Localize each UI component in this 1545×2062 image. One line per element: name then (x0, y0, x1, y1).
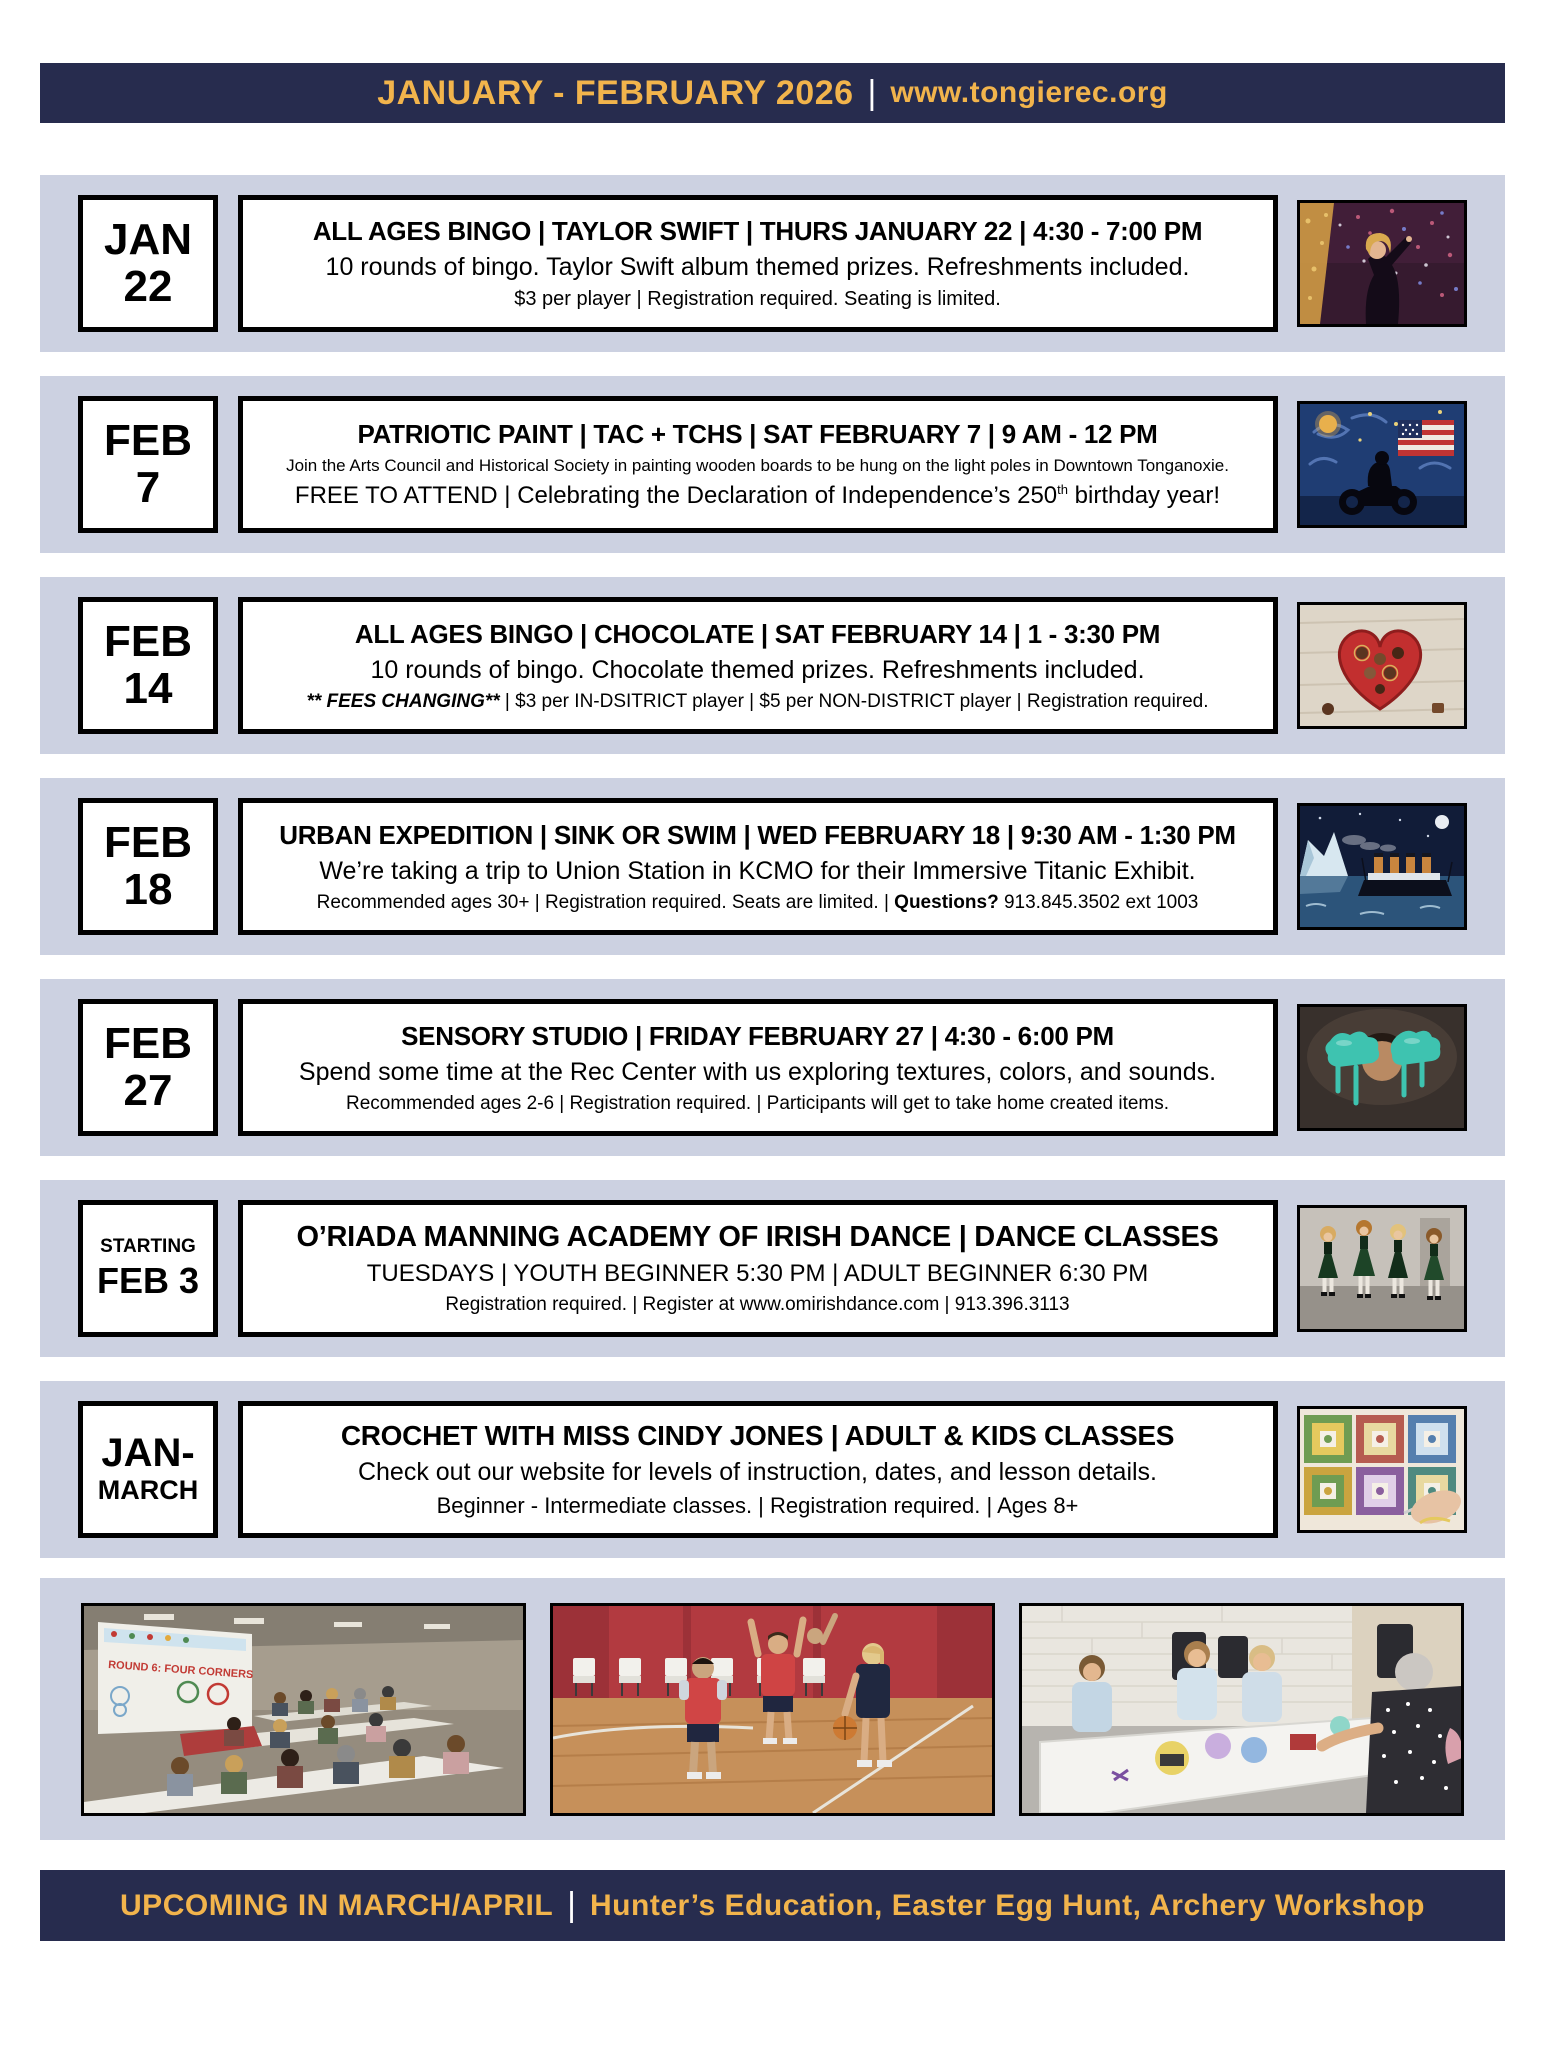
event-row-starting-feb-3 (40, 1180, 1505, 1357)
event-details (238, 798, 1278, 935)
date-day: FEB 3 (96, 1259, 200, 1301)
date-box (78, 1200, 218, 1337)
event-title: URBAN EXPEDITION | SINK OR SWIM | WED FEBRUARY 18 | 9:30 AM - 1:30 PM (279, 819, 1236, 850)
event-meta: Beginner - Intermediate classes. | Registration required. | Ages 8+ (436, 1493, 1079, 1518)
photo-sensory-slime-hands (1297, 1004, 1467, 1131)
event-row-jan-march (40, 1381, 1505, 1558)
event-title: SENSORY STUDIO | FRIDAY FEBRUARY 27 | 4:30 - 6:00 PM (401, 1020, 1114, 1051)
date-day: 22 (123, 261, 173, 311)
event-description: TUESDAYS | YOUTH BEGINNER 5:30 PM | ADULT BEGINNER 6:30 PM (366, 1260, 1149, 1287)
event-row-feb-7 (40, 376, 1505, 553)
event-row-jan-22 (40, 175, 1505, 352)
event-description: Spend some time at the Rec Center with us exploring textures, colors, and sounds. (298, 1057, 1217, 1086)
event-details (238, 195, 1278, 332)
date-box (78, 597, 218, 734)
date-starting-label: STARTING (100, 1235, 196, 1257)
photo-crochet-granny-squares (1297, 1406, 1467, 1533)
date-day: 27 (123, 1065, 173, 1115)
photo-gallery-band (40, 1578, 1505, 1840)
event-meta: Recommended ages 2-6 | Registration required. | Participants will get to take home created items. (345, 1092, 1170, 1114)
photo-patriotic-motorcycle-painting (1297, 401, 1467, 528)
event-title: CROCHET WITH MISS CINDY JONES | ADULT & KIDS CLASSES (340, 1420, 1175, 1451)
event-meta: Recommended ages 30+ | Registration required. Seats are limited. | Questions? 913.845.3502 ext 1003 (316, 891, 1199, 913)
date-month: FEB (104, 415, 192, 465)
photo-titanic-painting (1297, 803, 1467, 930)
date-month: JAN (103, 214, 193, 264)
date-day: 7 (135, 462, 161, 512)
event-details (238, 1401, 1278, 1538)
event-description: 10 rounds of bingo. Taylor Swift album themed prizes. Refreshments included. (325, 253, 1190, 281)
upcoming-label: UPCOMING IN MARCH/APRIL (120, 1888, 554, 1922)
photo-youth-basketball (550, 1603, 995, 1816)
banner-date-range: JANUARY - FEBRUARY 2026 (377, 73, 854, 112)
event-description: 10 rounds of bingo. Chocolate themed prizes. Refreshments included. (370, 655, 1145, 684)
event-title: PATRIOTIC PAINT | TAC + TCHS | SAT FEBRUARY 7 | 9 AM - 12 PM (357, 419, 1158, 449)
banner-separator: | (567, 1886, 577, 1924)
bottom-banner (40, 1870, 1505, 1941)
photo-bingo-hall (81, 1603, 526, 1816)
event-meta: ** FEES CHANGING** | $3 per IN-DSITRICT player | $5 per NON-DISTRICT player | Registration required. (306, 690, 1209, 712)
banner-website-url: www.tongierec.org (890, 76, 1168, 109)
banner-separator: | (867, 73, 877, 112)
date-month: FEB (104, 1018, 192, 1068)
top-banner (40, 63, 1505, 123)
date-range-start: JAN- (101, 1431, 195, 1475)
event-meta: Registration required. | Register at www.omirishdance.com | 913.396.3113 (445, 1294, 1070, 1315)
date-box (78, 999, 218, 1136)
photo-crochet-class (1019, 1603, 1464, 1816)
event-row-feb-27 (40, 979, 1505, 1156)
event-description: Join the Arts Council and Historical Society in painting wooden boards to be hung on the light poles in Downtown Tonganoxie. (286, 456, 1229, 475)
event-details (238, 1200, 1278, 1337)
event-details (238, 396, 1278, 533)
event-details (238, 999, 1278, 1136)
date-day: 18 (123, 864, 173, 914)
event-details (238, 597, 1278, 734)
event-description: Check out our website for levels of instruction, dates, and lesson details. (357, 1458, 1158, 1486)
date-box (78, 396, 218, 533)
event-meta: FREE TO ATTEND | Celebrating the Declaration of Independence’s 250th birthday year! (294, 482, 1221, 509)
date-box (78, 798, 218, 935)
date-month: FEB (104, 817, 192, 867)
upcoming-events-list: Hunter’s Education, Easter Egg Hunt, Archery Workshop (590, 1888, 1425, 1922)
event-row-feb-14 (40, 577, 1505, 754)
screen-title-text: ROUND 6: FOUR CORNERS (107, 1658, 254, 1681)
date-day: 14 (123, 663, 173, 713)
event-row-feb-18 (40, 778, 1505, 955)
date-month: FEB (104, 616, 192, 666)
event-title: O’RIADA MANNING ACADEMY OF IRISH DANCE | DANCE CLASSES (296, 1221, 1219, 1253)
photo-irish-dancers (1297, 1205, 1467, 1332)
event-title: ALL AGES BINGO | TAYLOR SWIFT | THURS JANUARY 22 | 4:30 - 7:00 PM (312, 216, 1203, 246)
photo-taylor-swift-concert (1297, 200, 1467, 327)
event-description: We’re taking a trip to Union Station in KCMO for their Immersive Titanic Exhibit. (319, 856, 1196, 885)
event-title: ALL AGES BINGO | CHOCOLATE | SAT FEBRUARY 14 | 1 - 3:30 PM (354, 618, 1161, 649)
photo-chocolate-heart-box (1297, 602, 1467, 729)
date-box (78, 195, 218, 332)
event-meta: $3 per player | Registration required. Seating is limited. (514, 288, 1001, 310)
date-box (78, 1401, 218, 1538)
date-range-end: MARCH (97, 1475, 199, 1505)
